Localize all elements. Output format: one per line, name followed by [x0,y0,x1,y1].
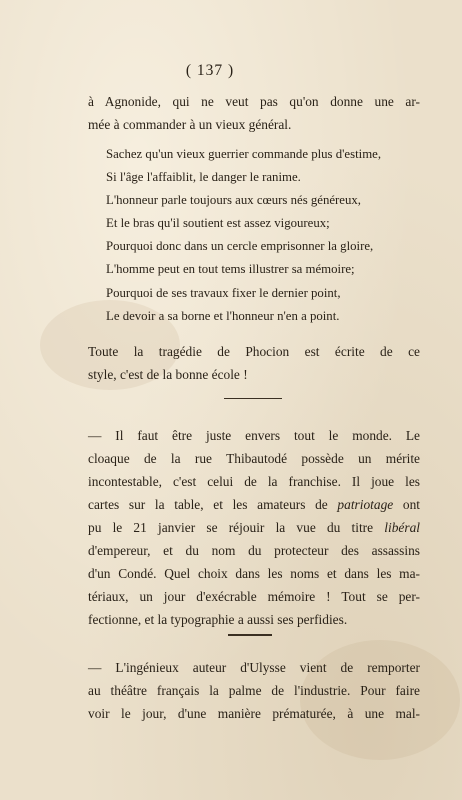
text-line: — L'ingénieux auteur d'Ulysse vient de remporter [88,660,420,675]
paragraph-ulysse [88,656,420,725]
text-line: fectionne, et la typographie a aussi ses perfidies. [88,612,348,627]
verse-block [106,143,406,328]
verse-line: Pourquoi de ses travaux fixer le dernier point, [106,285,341,300]
text-line: voir le jour, d'une manière prématurée, à une mal- [88,706,420,721]
text-line: style, c'est de la bonne école ! [88,367,248,382]
verse-line: L'honneur parle toujours aux cœurs nés généreux, [106,193,361,208]
italic-word: libéral [384,520,420,535]
section-divider [224,398,282,399]
section-divider [228,634,272,636]
text-line: Toute la tragédie de Phocion est écrite de ce [88,344,420,359]
verse-line: L'homme peut en tout tems illustrer sa mémoire; [106,262,355,277]
text-line: incontestable, c'est celui de la franchise. Il joue les [88,474,420,489]
text-line: au théâtre français la palme de l'industrie. Pour faire [88,683,420,698]
verse-line: Pourquoi donc dans un cercle emprisonner la gloire, [106,239,374,254]
text-line: cartes sur la table, et les amateurs de patriotage ont [88,497,420,512]
verse-line: Si l'âge l'affaiblit, le danger le ranime. [106,170,301,185]
text-line: pu le 21 janvier se réjouir la vue du titre libéral [88,520,420,535]
text-line: — Il faut être juste envers tout le monde. Le [88,428,420,443]
text-line: cloaque de la rue Thibautodé possède un mérite [88,451,420,466]
text-line: d'empereur, et du nom du protecteur des assassins [88,543,420,558]
text-line: tériaux, un jour d'exécrable mémoire ! Tout se per- [88,589,420,604]
paragraph-thibautode [88,424,420,631]
text-line: mée à commander à un vieux général. [88,117,292,132]
text-line: d'un Condé. Quel choix dans les noms et dans les ma- [88,566,420,581]
paragraph-intro [88,90,420,136]
italic-word: patriotage [337,497,394,512]
verse-line: Et le bras qu'il soutient est assez vigoureux; [106,216,330,231]
text-line: à Agnonide, qui ne veut pas qu'on donne une ar- [88,94,420,109]
verse-line: Le devoir a sa borne et l'honneur n'en a point. [106,308,340,323]
page-number: ( 137 ) [185,62,235,79]
paragraph-phocion [88,340,420,386]
verse-line: Sachez qu'un vieux guerrier commande plus d'estime, [106,147,382,161]
